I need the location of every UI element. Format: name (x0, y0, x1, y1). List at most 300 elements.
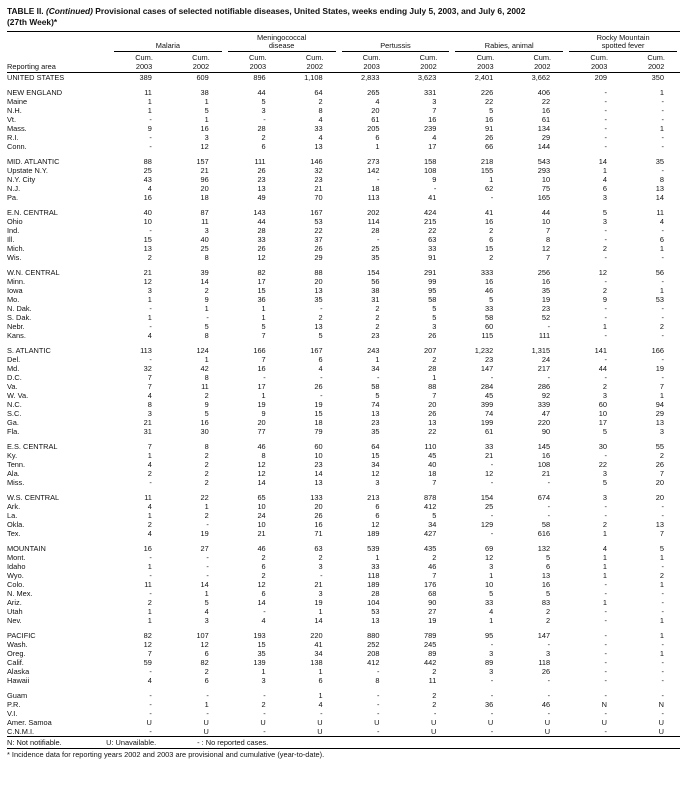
value-cell: 7 (432, 106, 437, 116)
value-cell: 880 (367, 631, 380, 641)
value-cell: 34 (428, 520, 437, 530)
value-cell: 19 (314, 400, 323, 410)
value-cell: 4 (432, 133, 437, 143)
value-cell: 10 (541, 217, 551, 227)
value-cell: 1 (261, 391, 266, 401)
value-cell: 1 (659, 631, 664, 641)
value-cell: 11 (428, 676, 437, 686)
value-cell: - (604, 235, 608, 245)
value-cell: - (433, 184, 437, 194)
table-row (7, 226, 680, 235)
value-cell: - (320, 391, 323, 401)
value-cell: 1 (659, 616, 664, 626)
table-row (7, 133, 680, 142)
value-cell: - (661, 658, 664, 668)
value-cell: - (376, 175, 380, 185)
table-number: TABLE II. (7, 6, 44, 16)
value-cell: 16 (541, 106, 551, 116)
value-cell: 14 (200, 277, 209, 287)
value-cell: 1 (204, 502, 209, 512)
value-cell: 129 (480, 520, 494, 530)
value-cell: - (149, 322, 152, 332)
value-cell: 5 (489, 106, 494, 116)
reporting-area-cell: Pa. (7, 193, 19, 203)
legend-no-reported-cases: - : No reported cases. (197, 738, 269, 748)
value-cell: 82 (200, 658, 209, 668)
value-cell: - (661, 253, 664, 263)
value-cell: 43 (143, 175, 152, 185)
value-cell: 8 (659, 175, 664, 185)
value-cell: 3 (602, 493, 608, 503)
value-cell: 189 (367, 529, 380, 539)
value-cell: 17 (257, 382, 266, 392)
value-cell: - (206, 709, 209, 719)
value-cell: 36 (257, 295, 266, 305)
value-cell: 1 (318, 691, 323, 701)
table-row (7, 88, 680, 97)
value-cell: 674 (537, 493, 551, 503)
value-cell: 8 (318, 106, 323, 116)
table-row (7, 253, 680, 262)
value-cell: 3 (602, 469, 608, 479)
value-cell: 399 (480, 400, 494, 410)
value-cell: 23 (541, 304, 551, 314)
value-cell: 243 (367, 346, 380, 356)
value-cell: - (604, 589, 608, 599)
value-cell: 35 (371, 427, 380, 437)
value-cell: 2 (375, 322, 380, 332)
value-cell: - (661, 667, 664, 677)
value-cell: U (487, 718, 494, 728)
reporting-area-cell: UNITED STATES (7, 73, 65, 83)
value-cell: 7 (147, 442, 152, 452)
table-row (7, 640, 680, 649)
value-cell: U (203, 718, 209, 728)
value-cell: 44 (598, 364, 608, 374)
value-cell: - (604, 277, 608, 287)
value-cell: - (547, 322, 551, 332)
value-cell: 406 (537, 88, 551, 98)
value-cell: 435 (424, 544, 437, 554)
value-cell: 46 (257, 544, 266, 554)
value-cell: - (149, 478, 152, 488)
value-cell: 28 (428, 364, 437, 374)
value-cell: 10 (541, 175, 551, 185)
value-cell: 205 (367, 124, 380, 134)
value-cell: 66 (485, 142, 494, 152)
value-cell: 28 (257, 226, 266, 236)
value-cell: - (376, 373, 380, 383)
value-cell: 9 (147, 124, 152, 134)
value-cell: - (206, 520, 209, 530)
value-cell: 25 (143, 166, 152, 176)
value-cell: 5 (489, 295, 494, 305)
table-row (7, 400, 680, 409)
value-cell: 33 (485, 304, 494, 314)
table-row (7, 427, 680, 436)
value-cell: 293 (537, 166, 551, 176)
value-cell: 2 (261, 133, 266, 143)
footnotes (7, 737, 680, 759)
table-row (7, 166, 680, 175)
reporting-area-cell: W.N. CENTRAL (7, 268, 60, 278)
value-cell: 15 (257, 640, 266, 650)
value-cell: 1 (204, 97, 209, 107)
value-cell: 2 (204, 478, 209, 488)
value-cell: - (604, 631, 608, 641)
value-cell: - (661, 133, 664, 143)
reporting-area-cell: Md. (7, 364, 20, 374)
table-row (7, 355, 680, 364)
value-cell: 26 (314, 382, 323, 392)
value-cell: 158 (424, 157, 437, 167)
value-cell: - (661, 607, 664, 617)
value-cell: 20 (655, 493, 664, 503)
reporting-area-cell: Nebr. (7, 322, 25, 332)
value-cell: 5 (659, 544, 664, 554)
value-cell: 23 (485, 355, 494, 365)
value-cell: - (320, 373, 323, 383)
value-cell: 2 (432, 355, 437, 365)
value-cell: 3,662 (531, 73, 551, 83)
value-cell: 1 (375, 355, 380, 365)
value-cell: - (490, 640, 494, 650)
value-cell: 2 (546, 607, 551, 617)
value-cell: - (547, 709, 551, 719)
value-cell: 27 (428, 607, 437, 617)
reporting-area-cell: R.I. (7, 133, 19, 143)
reporting-area-cell: Iowa (7, 286, 23, 296)
value-cell: - (604, 676, 608, 686)
value-cell: 5 (318, 331, 323, 341)
value-cell: 22 (541, 97, 551, 107)
value-cell: 12 (257, 469, 266, 479)
value-cell: U (601, 718, 608, 728)
value-cell: U (658, 727, 664, 737)
table-body (7, 73, 680, 737)
reporting-area-cell: E.S. CENTRAL (7, 442, 58, 452)
value-cell: 10 (314, 451, 323, 461)
value-cell: 2 (432, 691, 437, 701)
value-cell: 13 (655, 520, 664, 530)
value-cell: 1 (147, 106, 152, 116)
value-cell: - (661, 562, 664, 572)
value-cell: - (490, 676, 494, 686)
value-cell: 35 (314, 295, 323, 305)
value-cell: 333 (480, 268, 494, 278)
value-cell: 4 (318, 700, 323, 710)
table-row (7, 277, 680, 286)
value-cell: 16 (200, 418, 209, 428)
table-title-line1 (7, 6, 680, 17)
value-cell: 8 (375, 676, 380, 686)
value-cell: 12 (257, 460, 266, 470)
value-cell: 3 (204, 616, 209, 626)
value-cell: 217 (537, 364, 551, 374)
value-cell: - (661, 115, 664, 125)
value-cell: 1 (659, 88, 664, 98)
reporting-area-cell: Wis. (7, 253, 22, 263)
value-cell: 16 (143, 193, 152, 203)
value-cell: - (206, 691, 209, 701)
value-cell: - (547, 511, 551, 521)
reporting-area-cell: Ky. (7, 451, 18, 461)
value-cell: 58 (485, 313, 494, 323)
value-cell: - (604, 709, 608, 719)
value-cell: 208 (367, 649, 380, 659)
value-cell: - (661, 277, 664, 287)
value-cell: 88 (428, 382, 437, 392)
value-cell: - (604, 142, 608, 152)
value-cell: - (490, 529, 494, 539)
value-cell: 202 (367, 208, 380, 218)
value-cell: 138 (310, 658, 323, 668)
value-cell: 11 (144, 580, 152, 590)
value-cell: 1 (659, 553, 664, 563)
table-row (7, 73, 680, 83)
value-cell: 14 (598, 157, 608, 167)
value-cell: 25 (371, 244, 380, 254)
value-cell: 10 (598, 409, 608, 419)
value-cell: 6 (261, 142, 266, 152)
value-cell: 239 (424, 124, 437, 134)
value-cell: 31 (143, 427, 152, 437)
value-cell: 2,833 (360, 73, 380, 83)
value-cell: 9 (204, 295, 209, 305)
value-cell: 147 (480, 364, 494, 374)
value-cell: 7 (546, 253, 551, 263)
value-cell: 28 (371, 226, 380, 236)
value-cell: 2 (147, 253, 152, 263)
value-cell: 47 (541, 409, 551, 419)
value-cell: 95 (485, 631, 494, 641)
reporting-area-cell: Wash. (7, 640, 28, 650)
value-cell: 23 (314, 175, 323, 185)
value-cell: 134 (537, 124, 551, 134)
column-header-rocky-mountain-spotted-fever-cum-2002: Cum. 2002 (623, 52, 680, 72)
value-cell: - (149, 709, 152, 719)
value-cell: 14 (257, 598, 266, 608)
value-cell: 15 (314, 409, 323, 419)
value-cell: 1 (659, 391, 664, 401)
value-cell: 21 (314, 580, 323, 590)
value-cell: 5 (602, 478, 608, 488)
legend-not-notifiable: N: Not notifiable. (7, 738, 62, 748)
value-cell: - (376, 235, 380, 245)
value-cell: - (263, 115, 266, 125)
value-cell: - (149, 691, 152, 701)
value-cell: 5 (602, 427, 608, 437)
value-cell: 19 (541, 295, 551, 305)
value-cell: 11 (144, 493, 152, 503)
value-cell: 21 (541, 469, 551, 479)
table-row (7, 322, 680, 331)
value-cell: - (547, 502, 551, 512)
value-cell: 111 (254, 157, 266, 167)
value-cell: 11 (144, 88, 152, 98)
value-cell: 6 (546, 562, 551, 572)
value-cell: 95 (428, 286, 437, 296)
reporting-area-cell: Mo. (7, 295, 20, 305)
value-cell: 3 (147, 409, 152, 419)
value-cell: 6 (318, 355, 323, 365)
value-cell: - (320, 709, 323, 719)
value-cell: 273 (367, 157, 380, 167)
column-header-malaria-cum-2003: Cum. 2003 (111, 52, 168, 72)
value-cell: U (544, 718, 551, 728)
value-cell: 46 (257, 442, 266, 452)
value-cell: 65 (257, 493, 266, 503)
value-cell: 89 (485, 658, 494, 668)
value-cell: - (604, 355, 608, 365)
table-row (7, 331, 680, 340)
value-cell: 96 (200, 175, 209, 185)
value-cell: 41 (485, 208, 494, 218)
column-group-rabies-animal: Rabies, animal (452, 31, 566, 52)
value-cell: 4 (147, 529, 152, 539)
column-header-malaria-cum-2002: Cum. 2002 (168, 52, 225, 72)
value-cell: 6 (204, 649, 209, 659)
value-cell: - (661, 709, 664, 719)
table-row (7, 562, 680, 571)
value-cell: 331 (424, 88, 437, 98)
value-cell: 2 (204, 469, 209, 479)
reporting-area-cell: Fla. (7, 427, 20, 437)
value-cell: - (604, 502, 608, 512)
table-row (7, 391, 680, 400)
value-cell: - (547, 478, 551, 488)
column-header-pertussis-cum-2002: Cum. 2002 (395, 52, 452, 72)
value-cell: 8 (147, 400, 152, 410)
reporting-area-cell: S.C. (7, 409, 22, 419)
value-cell: 155 (480, 166, 494, 176)
column-group-rocky-mountain-spotted-fever: Rocky Mountain spotted fever (566, 31, 680, 52)
value-cell: 21 (314, 184, 323, 194)
value-cell: 16 (485, 277, 494, 287)
value-cell: 77 (257, 427, 266, 437)
value-cell: 4 (147, 502, 152, 512)
value-cell: 2 (375, 304, 380, 314)
value-cell: 82 (143, 631, 152, 641)
value-cell: 878 (424, 493, 437, 503)
value-cell: U (658, 718, 664, 728)
value-cell: 189 (367, 580, 380, 590)
reporting-area-cell: Idaho (7, 562, 26, 572)
value-cell: 8 (204, 253, 209, 263)
reporting-area-cell: Mont. (7, 553, 26, 563)
value-cell: 286 (537, 382, 551, 392)
value-cell: 90 (541, 427, 551, 437)
value-cell: 13 (655, 184, 664, 194)
value-cell: 1 (318, 667, 323, 677)
table-row (7, 580, 680, 589)
value-cell: - (490, 460, 494, 470)
value-cell: 59 (143, 658, 152, 668)
value-cell: 7 (432, 571, 437, 581)
value-cell: 4 (489, 607, 494, 617)
value-cell: 33 (371, 562, 380, 572)
value-cell: 10 (257, 502, 266, 512)
value-cell: 6 (375, 502, 380, 512)
value-cell: 44 (257, 88, 266, 98)
value-cell: 1 (147, 616, 152, 626)
value-cell: 3 (147, 286, 152, 296)
value-cell: 55 (655, 442, 664, 452)
value-cell: 16 (314, 520, 323, 530)
value-cell: - (149, 226, 152, 236)
table-row (7, 607, 680, 616)
value-cell: 1 (659, 124, 664, 134)
value-cell: 4 (318, 364, 323, 374)
value-cell: 63 (428, 235, 437, 245)
reporting-area-cell: Ariz. (7, 598, 22, 608)
value-cell: 3 (489, 562, 494, 572)
value-cell: 2 (659, 571, 664, 581)
value-cell: 424 (424, 208, 437, 218)
value-cell: 543 (537, 157, 551, 167)
value-cell: 4 (147, 331, 152, 341)
table-row (7, 520, 680, 529)
value-cell: 9 (204, 400, 209, 410)
reporting-area-cell: Ind. (7, 226, 20, 236)
reporting-area-cell: Guam (7, 691, 28, 701)
value-cell: 1 (261, 313, 266, 323)
value-cell: 616 (537, 529, 551, 539)
value-cell: 29 (541, 133, 551, 143)
reporting-area-cell: V.I. (7, 709, 18, 719)
value-cell: 36 (485, 700, 494, 710)
value-cell: 1 (659, 286, 664, 296)
column-header-meningococcal-disease-cum-2003: Cum. 2003 (225, 52, 282, 72)
value-cell: U (203, 727, 209, 737)
value-cell: - (206, 562, 209, 572)
table-row (7, 175, 680, 184)
table-row (7, 469, 680, 478)
value-cell: 2 (602, 520, 608, 530)
value-cell: - (604, 133, 608, 143)
value-cell: 18 (428, 469, 437, 479)
value-cell: 28 (257, 124, 266, 134)
value-cell: 30 (598, 442, 608, 452)
value-cell: 91 (485, 124, 494, 134)
table-row (7, 124, 680, 133)
value-cell: 2 (432, 700, 437, 710)
value-cell: 1 (602, 571, 608, 581)
value-cell: 165 (537, 193, 551, 203)
value-cell: 6 (375, 511, 380, 521)
value-cell: 2 (546, 616, 551, 626)
value-cell: 13 (143, 244, 152, 254)
value-cell: - (490, 478, 494, 488)
value-cell: 74 (485, 409, 494, 419)
column-group-row (7, 31, 680, 52)
table-row (7, 676, 680, 685)
value-cell: 115 (481, 331, 494, 341)
value-cell: - (149, 142, 152, 152)
value-cell: - (604, 511, 608, 521)
value-cell: - (661, 691, 664, 701)
table-row (7, 193, 680, 202)
value-cell: 33 (314, 124, 323, 134)
reporting-area-cell: Wyo. (7, 571, 24, 581)
value-cell: 166 (253, 346, 266, 356)
value-cell: 60 (598, 400, 608, 410)
value-cell: - (547, 373, 551, 383)
value-cell: 40 (200, 235, 209, 245)
value-cell: 2,401 (474, 73, 494, 83)
value-cell: 427 (424, 529, 437, 539)
value-cell: 12 (485, 469, 494, 479)
